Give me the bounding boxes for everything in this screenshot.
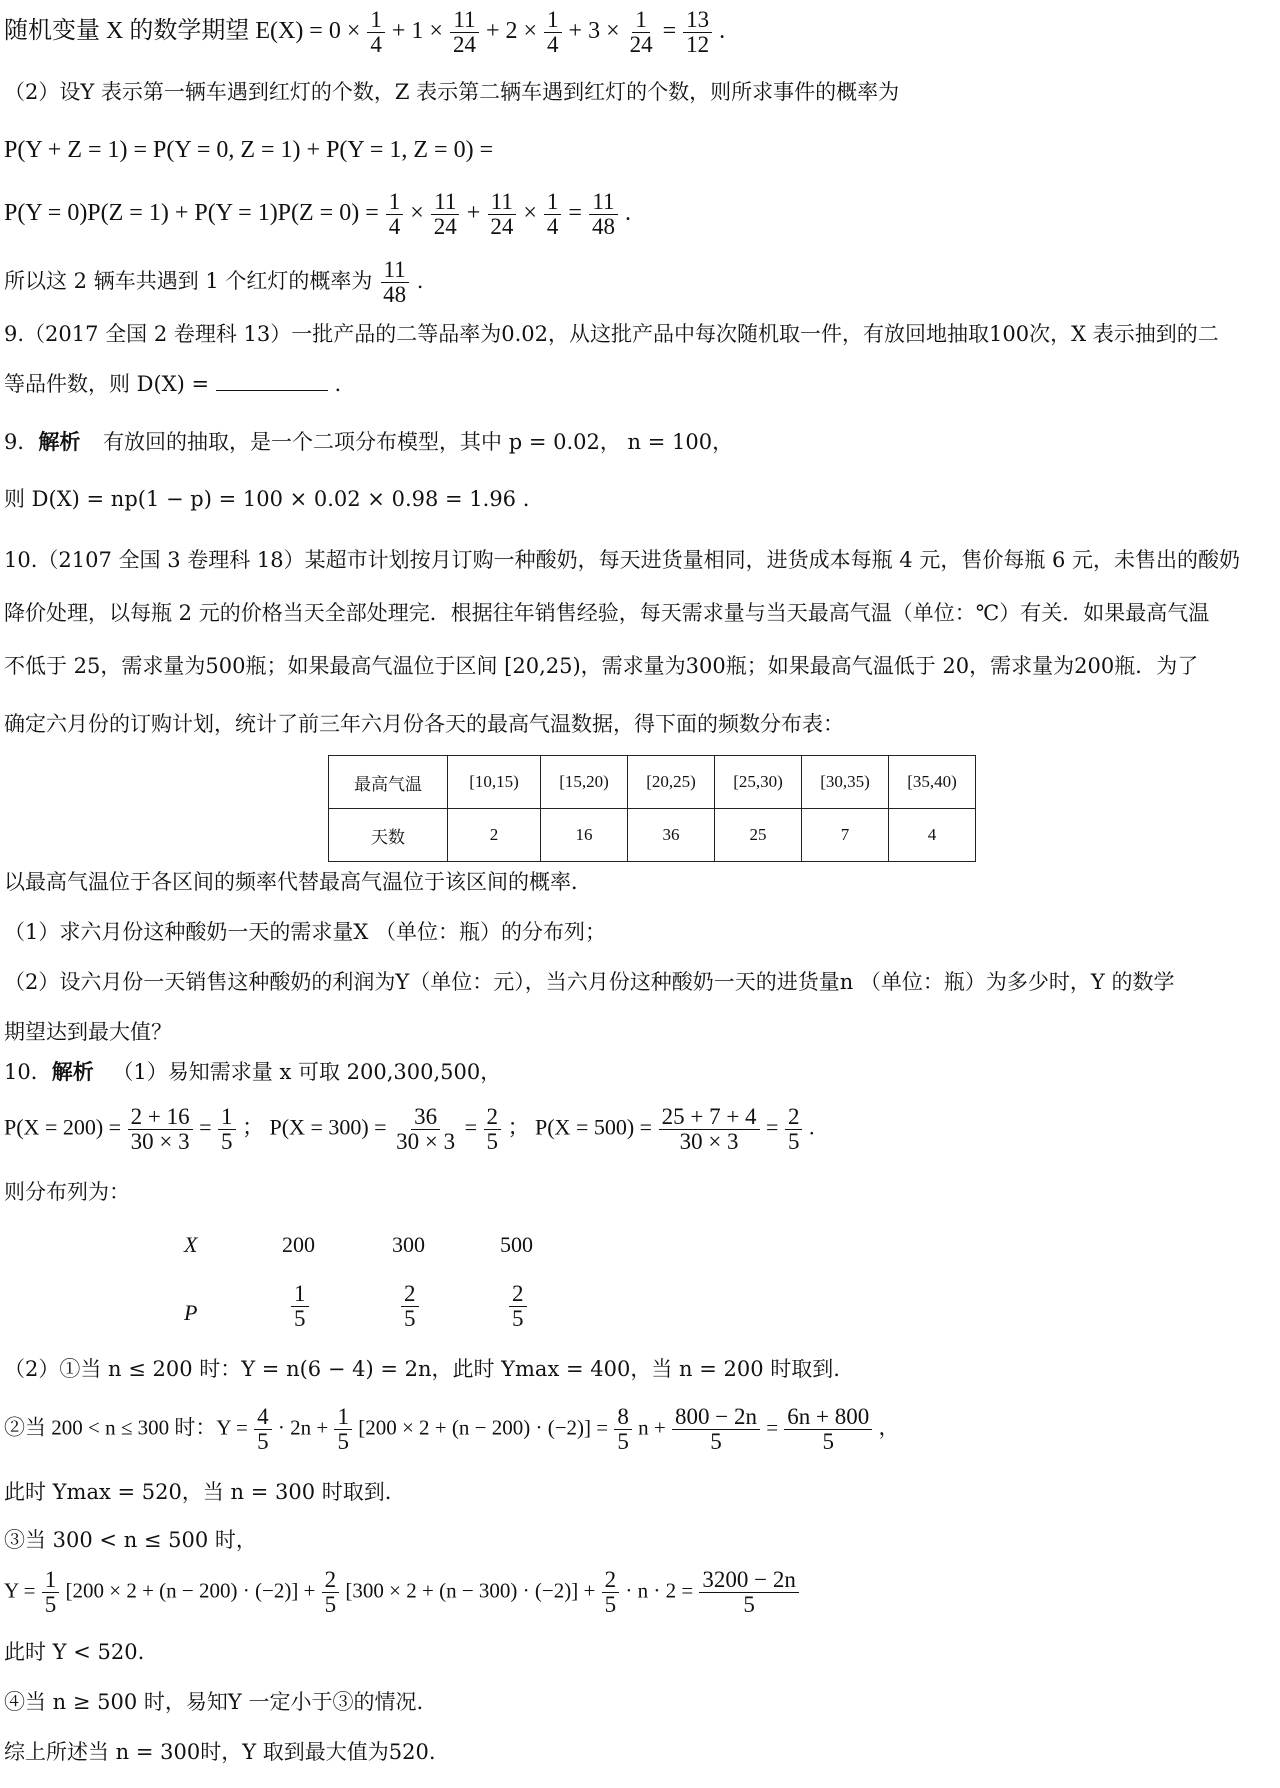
fraction: $\frac{3200 - 2n}{5}$ (699, 1568, 798, 1617)
question-10: 确定六月份的订购计划，统计了前三年六月份各天的最高气温数据，得下面的频数分布表： (4, 712, 844, 736)
fraction: $\frac{1}{4}$ (367, 8, 385, 57)
paragraph: 以最高气温位于各区间的频率代替最高气温位于该区间的概率． (4, 870, 592, 894)
fraction: $\frac{11}{24}$ (487, 190, 516, 239)
fraction: $\frac{36}{30 \times 3}$ (396, 1104, 456, 1155)
fraction: $\frac{11}{48}$ (589, 190, 618, 239)
fraction: $\frac{11}{24}$ (431, 190, 460, 239)
paragraph: 期望达到最大值？ (4, 1020, 172, 1044)
fraction: $\frac{2}{5}$ (484, 1105, 502, 1154)
answer-9: 9．解析 有放回的抽取，是一个二项分布模型，其中 p = 0.02， n = 100， (4, 430, 734, 454)
dist-p-value: $\frac{2}{5}$ (508, 1282, 528, 1331)
probability-formulas: P(X = 200) = $\frac{2 + 16}{30 \times 3}$ = $\frac{1}{5}$ ； P(X = 300) = $\frac{36}{30 \times 3}$ = $\frac{2}{5}$ ； P(X = 500) = $\frac{25 + 7 + 4}{30 \times 3}$ = $\frac{2}{5}$ . (4, 1104, 815, 1155)
solution-step: 此时 Ymax = 520，当 n = 300 时取到. (4, 1480, 392, 1504)
fraction: $\frac{8}{5}$ (614, 1405, 632, 1454)
table-cell: [35,40) (889, 756, 976, 809)
table-cell: 16 (541, 809, 628, 862)
dist-p-value: $\frac{1}{5}$ (290, 1282, 310, 1331)
fraction: $\frac{1}{4}$ (544, 190, 562, 239)
table-cell: [15,20) (541, 756, 628, 809)
analysis-label: 解析 (38, 430, 81, 454)
table-header: 天数 (329, 809, 448, 862)
table-cell: 36 (628, 809, 715, 862)
dist-x-value: 300 (392, 1232, 425, 1257)
fraction: $\frac{2}{5}$ (602, 1568, 620, 1617)
solution-step: （2）①当 n ≤ 200 时：Y = n(6 − 4) = 2n，此时 Ymax = 400，当 n = 200 时取到. (4, 1357, 840, 1381)
analysis-label: 解析 (51, 1060, 94, 1084)
expectation-line: 随机变量 X 的数学期望 E(X) = 0 × $\frac{1}{4}$ + 1 × $\frac{11}{24}$ + 2 × $\frac{1}{4}$ + 3 × $\frac{1}{24}$ = $\frac{13}{12}$ . (4, 7, 726, 58)
table-header: 最高气温 (329, 756, 448, 809)
solution-step: Y = $\frac{1}{5}$ [200 × 2 + (n − 200) · (−2)] + $\frac{2}{5}$ [300 × 2 + (n − 300) · (−2)] + $\frac{2}{5}$ · n · 2 = $\frac{3200 - 2n}{5}$ (4, 1568, 1272, 1617)
fraction: $\frac{800 - 2n}{5}$ (672, 1405, 760, 1454)
paragraph: （2）设Y 表示第一辆车遇到红灯的个数，Z 表示第二辆车遇到红灯的个数，则所求事件的概率为 (4, 80, 900, 104)
answer-blank (216, 370, 328, 391)
question-10: 10.（2107 全国 3 卷理科 18）某超市计划按月订购一种酸奶，每天进货量相同，进货成本每瓶 4 元，售价每瓶 6 元，未售出的酸奶 (4, 548, 1241, 572)
question-10: 不低于 25，需求量为500瓶；如果最高气温位于区间 [20,25)，需求量为300瓶；如果最高气温低于 20，需求量为200瓶．为了 (4, 654, 1199, 678)
paragraph: 所以这 2 辆车共遇到 1 个红灯的概率为 $\frac{11}{48}$ . (4, 257, 424, 308)
fraction: $\frac{25 + 7 + 4}{30 \times 3}$ (659, 1105, 760, 1154)
table-cell: [10,15) (448, 756, 541, 809)
table-cell: 7 (802, 809, 889, 862)
table-row (329, 809, 976, 862)
dist-p-label: P (184, 1300, 198, 1325)
fraction: $\frac{2}{5}$ (322, 1568, 340, 1617)
answer-10: 10．解析 （1）易知需求量 x 可取 200,300,500， (4, 1060, 502, 1084)
question-9: 9.（2017 全国 2 卷理科 13）一批产品的二等品率为0.02，从这批产品中每次随机取一件，有放回地抽取100次，X 表示抽到的二 (4, 322, 1219, 346)
question-10: 降价处理，以每瓶 2 元的价格当天全部处理完．根据往年销售经验，每天需求量与当天最高气温（单位：℃）有关．如果最高气温 (4, 601, 1210, 625)
question-9-cont: 等品件数，则 D(X) = . (4, 372, 342, 396)
fraction: $\frac{1}{4}$ (544, 8, 562, 57)
table-row (329, 756, 976, 809)
dist-x-value: 200 (282, 1232, 315, 1257)
paragraph: （2）设六月份一天销售这种酸奶的利润为Y（单位：元），当六月份这种酸奶一天的进货量n （单位：瓶）为多少时，Y 的数学 (4, 970, 1175, 994)
solution-conclusion: 综上所述当 n = 300时，Y 取到最大值为520. (4, 1740, 436, 1764)
solution-step: ③当 300 < n ≤ 500 时， (4, 1528, 257, 1552)
table-cell: 25 (715, 809, 802, 862)
fraction: $\frac{1}{24}$ (629, 7, 653, 58)
solution-step: ④当 n ≥ 500 时，易知Y 一定小于③的情况. (4, 1690, 424, 1714)
fraction: $\frac{4}{5}$ (254, 1405, 272, 1454)
table-cell: [30,35) (802, 756, 889, 809)
fraction: $\frac{11}{24}$ (450, 8, 479, 57)
answer-9-formula: 则 D(X) = np(1 − p) = 100 × 0.02 × 0.98 = 1.96 . (4, 487, 530, 511)
solution-step: ②当 200 < n ≤ 300 时：Y = $\frac{4}{5}$ · 2n + $\frac{1}{5}$ [200 × 2 + (n − 200) · (−2)] = $\frac{8}{5}$ n + $\frac{800 - 2n}{5}$ = $\frac{6n + 800}{5}$ ， (4, 1404, 900, 1455)
text: 随机变量 X 的数学期望 E(X) = 0 × (4, 18, 361, 45)
fraction: $\frac{6n + 800}{5}$ (784, 1405, 872, 1454)
dist-x-value: 500 (500, 1232, 533, 1257)
formula: P(Y + Z = 1) = P(Y = 0, Z = 1) + P(Y = 1, Z = 0) = (4, 137, 494, 163)
solution-step: 此时 Y < 520. (4, 1640, 145, 1664)
fraction: $\frac{11}{48}$ (380, 258, 409, 307)
fraction: $\frac{13}{12}$ (683, 8, 712, 57)
dist-x-label: X (184, 1232, 198, 1257)
fraction: $\frac{2}{5}$ (785, 1105, 803, 1154)
fraction: $\frac{1}{5}$ (218, 1105, 236, 1154)
table-cell: [20,25) (628, 756, 715, 809)
dist-p-value: $\frac{2}{5}$ (400, 1282, 420, 1331)
table-cell: 2 (448, 809, 541, 862)
formula: P(Y = 0)P(Z = 1) + P(Y = 1)P(Z = 0) = $\frac{1}{4}$ × $\frac{11}{24}$ + $\frac{11}{24}$ × $\frac{1}{4}$ = $\frac{11}{48}$ . (4, 189, 631, 240)
paragraph: （1）求六月份这种酸奶一天的需求量X （单位：瓶）的分布列； (4, 920, 606, 944)
table-cell: [25,30) (715, 756, 802, 809)
fraction: $\frac{1}{5}$ (42, 1568, 60, 1617)
fraction: $\frac{1}{5}$ (334, 1405, 352, 1454)
fraction: $\frac{1}{4}$ (386, 190, 404, 239)
table-cell: 4 (889, 809, 976, 862)
paragraph: 则分布列为： (4, 1180, 130, 1204)
fraction: $\frac{2 + 16}{30 \times 3}$ (128, 1105, 193, 1154)
frequency-table (328, 755, 976, 862)
